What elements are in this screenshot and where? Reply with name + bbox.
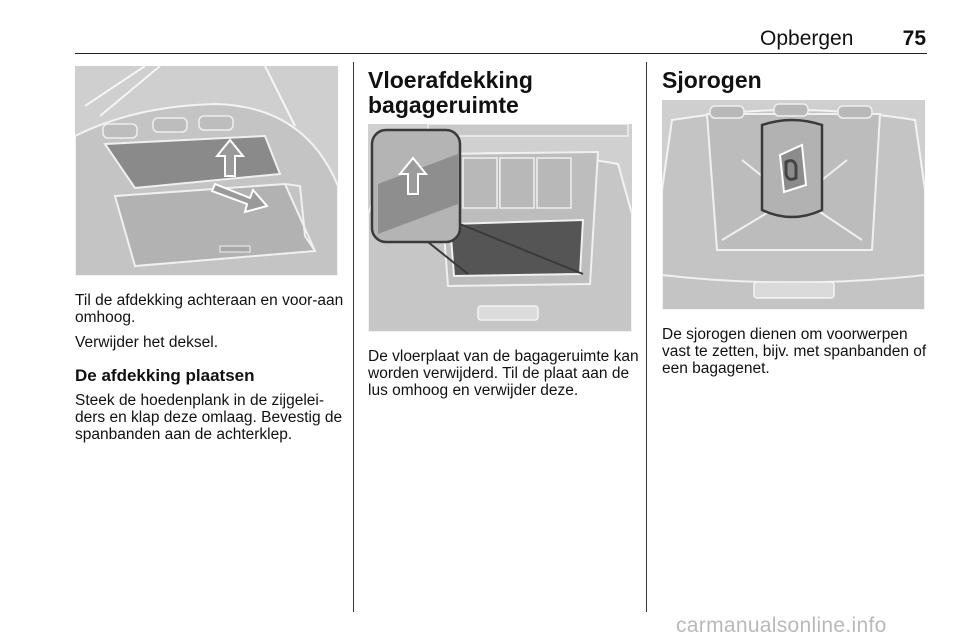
column2-text <box>368 348 640 407</box>
lashing-eyes-illustration <box>662 100 925 310</box>
header-title: Opbergen <box>760 27 854 50</box>
column1-paragraph-2: Verwijder het deksel. <box>75 334 219 351</box>
page-number: 75 <box>902 27 926 50</box>
cargo-cover-illustration <box>75 66 338 276</box>
column1-text-2 <box>75 392 345 451</box>
column3-paragraph-1: De sjorogen dienen om voorwerpen vast te zetten, bijv. met spanbanden of een bagagenet. <box>662 326 927 377</box>
column-divider-left <box>353 62 354 612</box>
watermark: carmanualsonline.info <box>676 614 887 637</box>
column1-subheading: De afdekking plaatsen <box>75 366 255 385</box>
lashing-eyes-drawing <box>662 100 925 310</box>
header-rule <box>75 53 927 54</box>
column3-text <box>662 326 932 385</box>
column2-title-line1: Vloerafdekking <box>368 67 533 93</box>
column2-paragraph-1: De vloerplaat van de bagageruimte kan worden verwijderd. Til de plaat aan de lus omhoog en verwijder deze. <box>368 348 639 399</box>
column1-text <box>75 292 345 359</box>
column-divider-right <box>646 62 647 612</box>
column3-title: Sjorogen <box>662 67 762 93</box>
column1-paragraph-3: Steek de hoedenplank in de zijgelei-ders en klap deze omlaag. Bevestig de spanbanden aan de achterklep. <box>75 392 343 443</box>
column1-paragraph-1: Til de afdekking achteraan en voor-aan omhoog. <box>75 292 344 326</box>
load-floor-illustration <box>368 124 632 332</box>
column2-title-line2: bagageruimte <box>368 92 519 118</box>
cargo-cover-drawing <box>75 66 338 276</box>
load-floor-drawing <box>368 124 632 332</box>
